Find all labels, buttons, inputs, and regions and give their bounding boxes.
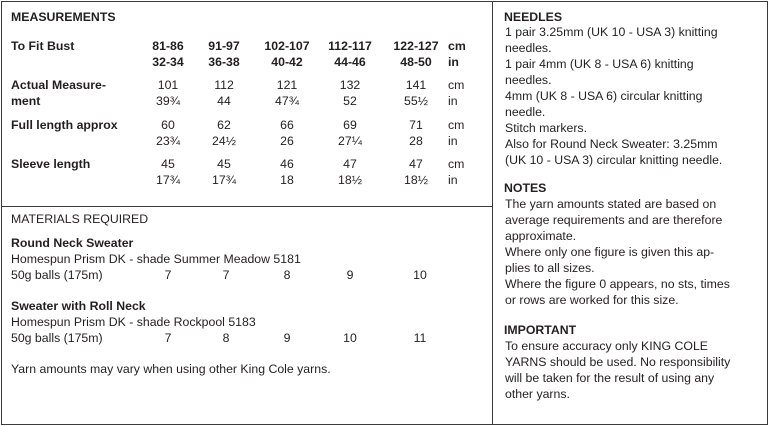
row-label: Sleeve length (11, 157, 91, 171)
size-cm: 81-86 (152, 39, 184, 53)
unit-in: in (448, 134, 458, 148)
ball-count: 7 (164, 268, 172, 282)
important-line: YARNS should be used. No responsibility (505, 355, 731, 369)
unit-in: in (448, 94, 458, 108)
ball-count: 9 (283, 331, 291, 345)
size-in: 48-50 (400, 55, 432, 69)
cell-in: 44 (217, 94, 231, 108)
size-in: 40-42 (271, 55, 303, 69)
notes-line: approximate. (505, 229, 577, 243)
cell-in: 23¾ (156, 134, 180, 148)
needles-list (505, 24, 763, 168)
needles-line: 1 pair 3.25mm (UK 10 - USA 3) knitting (505, 25, 718, 39)
notes-list (505, 196, 763, 308)
ball-count: 8 (222, 331, 230, 345)
cell-in: 27¼ (338, 134, 362, 148)
column-divider (492, 2, 493, 424)
important-line: other yarns. (505, 387, 570, 401)
cell-cm: 71 (409, 118, 423, 132)
size-cm: 122-127 (393, 39, 439, 53)
cell-cm: 69 (343, 118, 357, 132)
row-label: ment (11, 94, 41, 108)
notes-line: The yarn amounts stated are based on (505, 197, 717, 211)
unit-in: in (448, 173, 458, 187)
needles-line: 1 pair 4mm (UK 8 - USA 6) knitting (505, 57, 694, 71)
ball-count: 7 (164, 331, 172, 345)
notes-line: Where only one figure is given this ap- (505, 245, 715, 259)
material-title: Round Neck Sweater (11, 236, 134, 250)
size-cm: 112-117 (328, 39, 372, 53)
cell-cm: 47 (409, 157, 423, 171)
important-line: To ensure accuracy only KING COLE (505, 339, 708, 353)
ball-count: 8 (283, 268, 291, 282)
cell-in: 28 (409, 134, 423, 148)
material-yarn: Homespun Prism DK - shade Summer Meadow 5181 (11, 252, 301, 266)
row-label: Actual Measure- (11, 78, 106, 92)
needles-line: Also for Round Neck Sweater: 3.25mm (505, 137, 718, 151)
size-cm: 91-97 (208, 39, 240, 53)
size-in: 32-34 (152, 55, 184, 69)
row-label: Full length approx (11, 118, 118, 132)
cell-in: 24½ (212, 134, 236, 148)
ball-count: 11 (413, 331, 427, 345)
cell-in: 17¾ (212, 173, 236, 187)
cell-cm: 47 (343, 157, 357, 171)
cell-cm: 45 (217, 157, 231, 171)
needles-line: needles. (505, 73, 552, 87)
notes-line: average requirements and are therefore (505, 213, 723, 227)
section-divider (2, 206, 492, 207)
material-balls-label: 50g balls (175m) (11, 268, 103, 282)
material-title: Sweater with Roll Neck (11, 299, 146, 313)
cell-in: 18½ (338, 173, 362, 187)
cell-cm: 46 (280, 157, 294, 171)
important-list (505, 338, 763, 402)
notes-line: Where the figure 0 appears, no sts, times (505, 277, 730, 291)
cell-in: 17¾ (156, 173, 180, 187)
cell-in: 47¾ (275, 94, 299, 108)
cell-cm: 45 (161, 157, 175, 171)
important-line: will be taken for the result of using any (505, 371, 715, 385)
important-heading: IMPORTANT (504, 323, 577, 337)
cell-cm: 62 (217, 118, 231, 132)
needles-line: needle. (505, 105, 546, 119)
cell-cm: 66 (280, 118, 294, 132)
cell-in: 18½ (404, 173, 428, 187)
notes-line: or rows are worked for this size. (505, 293, 679, 307)
ball-count: 10 (413, 268, 427, 282)
cell-cm: 101 (157, 78, 179, 92)
needles-line: 4mm (UK 8 - USA 6) circular knitting (505, 89, 703, 103)
materials-heading: MATERIALS REQUIRED (11, 212, 149, 226)
cell-in: 55½ (404, 94, 428, 108)
size-cm: 102-107 (264, 39, 310, 53)
size-in: 36-38 (208, 55, 240, 69)
measurements-heading: MEASUREMENTS (11, 10, 116, 24)
cell-in: 39¾ (156, 94, 180, 108)
cell-cm: 121 (276, 78, 298, 92)
unit-cm: cm (448, 157, 465, 171)
needles-line: needles. (505, 41, 552, 55)
material-yarn: Homespun Prism DK - shade Rockpool 5183 (11, 315, 256, 329)
ball-count: 10 (343, 331, 357, 345)
needles-line: (UK 10 - USA 3) circular knitting needle. (505, 153, 723, 167)
cell-in: 26 (280, 134, 294, 148)
size-in: 44-46 (334, 55, 366, 69)
needles-heading: NEEDLES (504, 10, 563, 24)
ball-count: 7 (222, 268, 230, 282)
unit-in: in (448, 55, 459, 69)
notes-heading: NOTES (504, 181, 547, 195)
cell-cm: 112 (214, 78, 234, 92)
unit-cm: cm (448, 118, 465, 132)
notes-line: plies to all sizes. (505, 261, 595, 275)
material-balls-label: 50g balls (175m) (11, 331, 103, 345)
cell-cm: 132 (339, 78, 361, 92)
ball-count: 9 (346, 268, 354, 282)
cell-in: 52 (343, 94, 357, 108)
needles-line: Stitch markers. (505, 121, 587, 135)
materials-note: Yarn amounts may vary when using other King Cole yarns. (11, 362, 331, 376)
cell-cm: 141 (405, 78, 427, 92)
cell-in: 18 (280, 173, 294, 187)
unit-cm: cm (448, 39, 466, 53)
unit-cm: cm (448, 78, 465, 92)
pattern-info-table (1, 1, 768, 425)
cell-cm: 60 (161, 118, 175, 132)
sizes-label: To Fit Bust (11, 39, 75, 53)
